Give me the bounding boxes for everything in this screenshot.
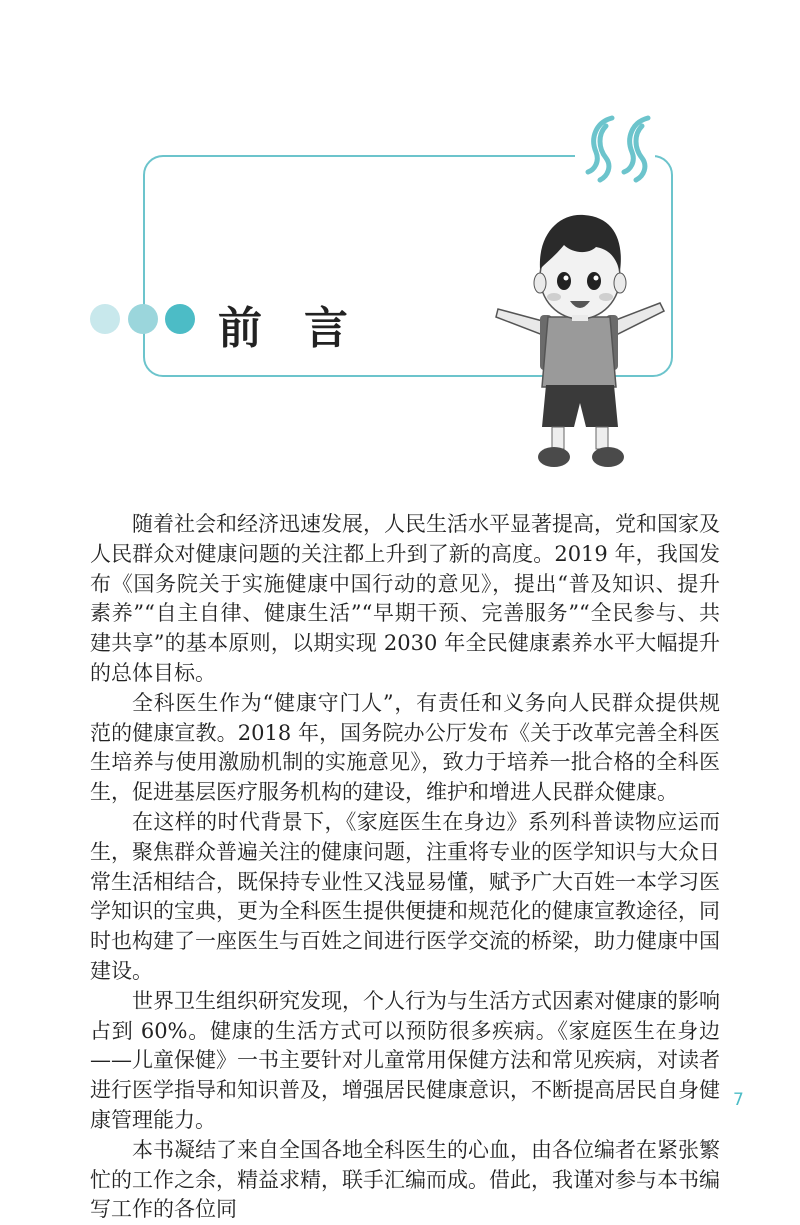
paragraph: 在这样的时代背景下，《家庭医生在身边》系列科普读物应运而生，聚焦群众普遍关注的健康问题，注重将专业的医学知识与大众日常生活相结合，既保持专业性又浅显易懂，赋予广大百姓一本学习医学知识的宝典，更为全科医生提供便捷和规范化的健康宣教途径，同时也构建了一座医生与百姓之间进行医学交流的桥梁，助力健康中国建设。 xyxy=(90,809,720,983)
boy-illustration xyxy=(490,205,670,485)
body-text xyxy=(90,510,720,1225)
paragraph: 随着社会和经济迅速发展，人民生活水平显著提高，党和国家及人民群众对健康问题的关注都上升到了新的高度。2019 年，我国发布《国务院关于实施健康中国行动的意见》，提出“普及知识、提升素养”“自主自律、健康生活”“早期干预、完善服务”“全民参与、共建共享”的基本原则，以期实现 2030 年全民健康素养水平大幅提升的总体目标。 xyxy=(90,512,720,685)
paragraph: 全科医生作为“健康守门人”，有责任和义务向人民群众提供规范的健康宣教。2018 年，国务院办公厅发布《关于改革完善全科医生培养与使用激励机制的实施意见》，致力于培养一批合格的全科医生，促进基层医疗服务机构的建设，维护和增进人民群众健康。 xyxy=(90,690,720,805)
paragraph: 本书凝结了来自全国各地全科医生的心血，由各位编者在紧张繁忙的工作之余，精益求精，联手汇编而成。借此，我谨对参与本书编写工作的各位同 xyxy=(90,1137,720,1222)
paragraph: 世界卫生组织研究发现，个人行为与生活方式因素对健康的影响占到 60%。健康的生活方式可以预防很多疾病。《家庭医生在身边——儿童保健》一书主要针对儿童常用保健方法和常见疾病，对读者进行医学指导和知识普及，增强居民健康意识，不断提高居民自身健康管理能力。 xyxy=(90,988,720,1132)
decorative-dot-light xyxy=(90,304,120,334)
page-title: 前言 xyxy=(218,303,390,354)
decorative-dot-mid xyxy=(128,304,158,334)
decorative-dot-dark xyxy=(165,304,195,334)
quote-mark-icon xyxy=(584,112,664,184)
page-number: 7 xyxy=(733,1090,744,1110)
